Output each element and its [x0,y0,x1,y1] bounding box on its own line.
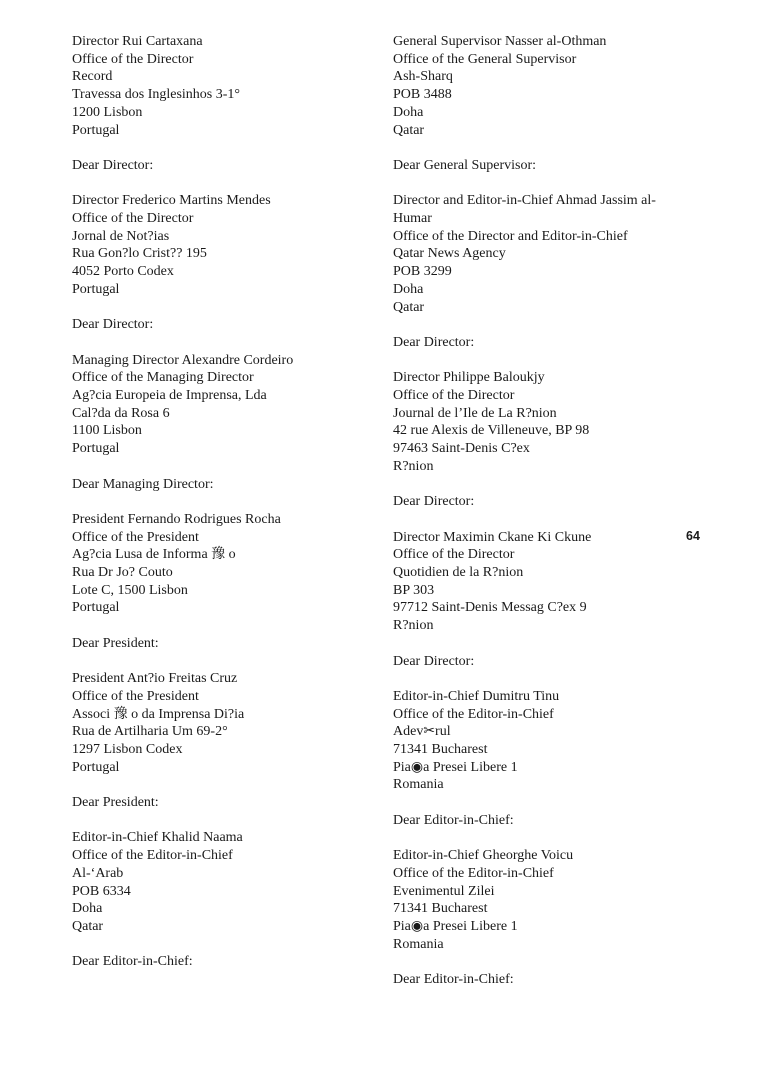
address-line: 1297 Lisbon Codex [72,742,183,757]
address-line: Rua Dr Jo? Couto [72,565,173,580]
address-line: 4052 Porto Codex [72,264,174,280]
address-block [393,529,705,635]
address-line: Office of the General Supervisor [393,51,577,67]
address-line: Portugal [72,600,120,616]
salutation: Dear Director: [72,317,154,333]
address-line: Journal de l’Ile de La R?nion [393,405,557,421]
salutation: Dear President: [72,635,159,651]
address-line: Director Rui Cartaxana [72,34,203,49]
address-line: Ash-Sharq [393,69,453,85]
page-number: 64 [686,529,700,543]
address-line: Office of the Editor-in-Chief [393,865,554,881]
address-line: Associ 豫 o da Imprensa Di?ia [72,706,245,722]
address-line: Jornal de Not?ias [72,228,170,244]
address-line: 97712 Saint-Denis Messag C?ex 9 [393,600,587,616]
address-line: Adev✂rul [393,724,451,740]
contact-entry [393,529,705,671]
address-line: Travessa dos Inglesinhos 3-1° [72,87,241,103]
address-line: Editor-in-Chief Gheorghe Voicu [393,848,574,864]
salutation: Dear Director: [393,494,475,510]
address-line: Office of the Director [72,51,194,67]
contact-entry [72,670,384,812]
address-line: R?nion [393,618,434,634]
address-line: Director Frederico Martins Mendes [72,193,271,209]
contact-entry [72,511,384,653]
address-line: Doha [72,901,103,917]
address-line: Managing Director Alexandre Cordeiro [72,352,294,368]
salutation: Dear Editor-in-Chief: [393,812,514,828]
salutation: Dear President: [72,795,159,811]
address-line: Rua de Artilharia Um 69-2° [72,724,228,740]
address-line: Ag?cia Lusa de Informa 豫 o [72,547,236,563]
address-line: Pia◉a Presei Libere 1 [393,759,518,775]
address-line: BP 303 [393,582,435,598]
address-line: Qatar [393,122,425,138]
address-line: POB 6334 [72,883,131,899]
contact-entry [72,829,384,971]
salutation: Dear Managing Director: [72,476,214,492]
address-line: Rua Gon?lo Crist?? 195 [72,246,207,262]
address-line: Ag?cia Europeia de Imprensa, Lda [72,388,267,403]
address-line: Office of the Director [393,388,515,403]
contact-entry [72,192,384,334]
address-block [393,369,705,475]
address-line: Cal?da da Rosa 6 [72,405,170,421]
contact-entry [72,352,384,494]
address-line: R?nion [393,458,434,474]
address-line: Quotidien de la R?nion [393,565,524,580]
address-block [72,670,384,776]
address-block [72,511,384,617]
address-line: Al-‘Arab [72,865,124,881]
address-line: Office of the Editor-in-Chief [393,706,554,722]
salutation: Dear General Supervisor: [393,157,537,173]
address-line: Doha [393,281,424,297]
address-line: 97463 Saint-Denis C?ex [393,441,530,457]
address-line: Doha [393,104,424,120]
address-line: POB 3488 [393,87,452,103]
address-block [393,688,705,794]
address-line: Office of the Managing Director [72,370,254,386]
address-line: Editor-in-Chief Khalid Naama [72,830,243,846]
column-left [72,33,384,989]
address-line: 71341 Bucharest [393,901,488,917]
address-line: Lote C, 1500 Lisbon [72,582,188,598]
address-block [72,829,384,935]
address-block [72,192,384,298]
address-line: Evenimentul Zilei [393,883,495,899]
address-line: Office of the Director [72,211,194,226]
column-right [393,33,705,1006]
address-block [72,33,384,139]
salutation: Dear Editor-in-Chief: [393,972,514,988]
address-line: 42 rue Alexis de Villeneuve, BP 98 [393,423,590,439]
address-line: Office of the Editor-in-Chief [72,848,233,864]
address-block [393,847,705,953]
salutation: Dear Director: [72,157,154,173]
address-line: General Supervisor Nasser al-Othman [393,34,607,49]
address-line: Office of the Director [393,547,515,563]
address-line: Director Philippe Baloukjy [393,370,545,386]
address-line: Humar [393,211,432,226]
contact-entry [72,33,384,175]
address-line: 1100 Lisbon [72,423,142,439]
address-line: Portugal [72,441,120,457]
address-line: Pia◉a Presei Libere 1 [393,919,518,934]
address-line: Romania [393,777,444,793]
address-line: Record [72,69,113,85]
address-block [393,192,705,316]
address-line: 71341 Bucharest [393,742,488,757]
address-line: Director Maximin Ckane Ki Ckune [393,529,592,545]
contact-entry [393,688,705,830]
address-line: Office of the Director and Editor-in-Chief [393,228,628,244]
address-block [72,352,384,458]
address-line: Office of the President [72,529,199,545]
address-line: Qatar [72,919,104,934]
salutation: Dear Director: [393,334,475,350]
address-line: Qatar News Agency [393,246,506,262]
contact-entry [393,847,705,989]
address-block [393,33,705,139]
salutation: Dear Editor-in-Chief: [72,954,193,970]
address-line: POB 3299 [393,264,452,280]
address-line: Editor-in-Chief Dumitru Tinu [393,688,560,704]
address-line: President Fernando Rodrigues Rocha [72,511,281,527]
contact-entry [393,369,705,511]
address-line: Portugal [72,122,120,138]
address-line: Portugal [72,759,120,775]
address-line: Portugal [72,281,120,297]
address-line: Director and Editor-in-Chief Ahmad Jassim al- [393,193,656,209]
address-line: Office of the President [72,688,199,704]
address-line: Qatar [393,299,425,315]
contact-entry [393,192,705,351]
address-line: President Ant?io Freitas Cruz [72,671,238,687]
contact-entry [393,33,705,175]
address-line: Romania [393,936,444,952]
salutation: Dear Director: [393,653,475,669]
address-line: 1200 Lisbon [72,104,143,120]
